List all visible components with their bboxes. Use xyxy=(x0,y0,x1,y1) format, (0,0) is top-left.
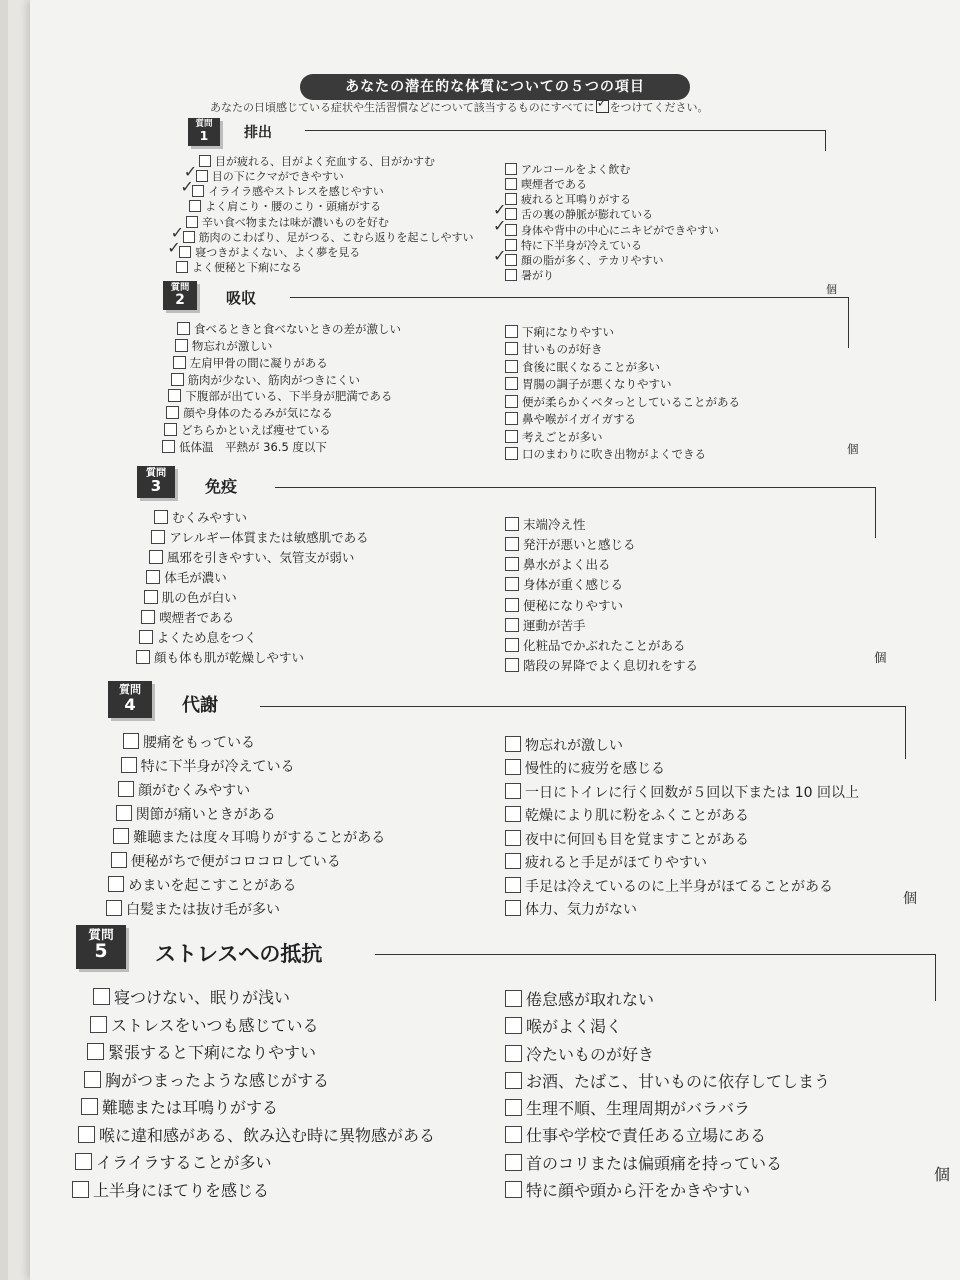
item-label: 化粧品でかぶれたことがある xyxy=(523,637,686,653)
handwritten-check-icon: ✓ xyxy=(170,222,184,242)
item-label: 口のまわりに吹き出物がよくできる xyxy=(522,447,706,461)
item-label: よく肩こり・腰のこり・頭痛がする xyxy=(205,200,382,214)
item-label: 喫煙者である xyxy=(159,610,235,625)
checkbox[interactable] xyxy=(505,447,518,460)
instruction-after: をつけてください。 xyxy=(609,101,709,114)
checklist-item[interactable] xyxy=(192,183,383,199)
item-label: 喫煙者である xyxy=(521,178,587,192)
question-badge xyxy=(137,466,175,498)
checklist-item[interactable] xyxy=(505,446,706,462)
checkbox[interactable] xyxy=(121,757,137,773)
checkbox[interactable] xyxy=(173,356,186,369)
checkbox[interactable] xyxy=(75,1153,92,1170)
checkbox[interactable] xyxy=(505,1154,522,1171)
checkbox[interactable] xyxy=(505,618,519,632)
checkbox[interactable] xyxy=(505,830,521,846)
question-badge xyxy=(163,281,197,310)
item-label: 肌の色が白い xyxy=(161,590,237,605)
item-label: 末端冷え性 xyxy=(523,517,586,532)
checklist-item[interactable] xyxy=(505,1069,830,1092)
checkbox[interactable] xyxy=(505,517,519,531)
item-label: 目の下にクマができやすい xyxy=(211,170,344,184)
checkbox[interactable] xyxy=(505,269,517,281)
item-label: むくみやすい xyxy=(172,510,248,525)
checklist-item[interactable] xyxy=(505,987,654,1010)
item-label: 風邪を引きやすい、気管支が弱い xyxy=(166,550,355,565)
checkbox[interactable] xyxy=(186,216,198,228)
item-label: ストレスをいつも感じている xyxy=(111,1015,319,1035)
count-unit: 個 xyxy=(826,283,837,296)
checkbox[interactable] xyxy=(144,590,158,604)
item-label: 腰痛をもっている xyxy=(143,735,255,751)
checkbox[interactable] xyxy=(505,1181,522,1198)
checklist-item[interactable] xyxy=(146,568,227,586)
checklist-item[interactable] xyxy=(505,429,603,445)
checklist-item[interactable] xyxy=(505,782,859,802)
checkbox[interactable] xyxy=(505,377,518,390)
checkbox[interactable] xyxy=(118,781,134,797)
checklist-item[interactable] xyxy=(90,1013,319,1036)
checkbox[interactable] xyxy=(505,430,518,443)
checklist-item[interactable] xyxy=(505,376,672,392)
handwritten-check-icon: ✓ xyxy=(167,237,181,257)
item-label: 左肩甲骨の間に凝りがある xyxy=(189,355,328,370)
checkbox[interactable] xyxy=(146,570,160,584)
checkbox[interactable] xyxy=(505,900,521,916)
item-label: 考えごとが多い xyxy=(522,429,603,444)
checkbox[interactable] xyxy=(505,736,521,752)
checkbox[interactable] xyxy=(87,1043,104,1060)
item-label: 顔も体も肌が乾燥しやすい xyxy=(154,650,305,665)
item-label: イライラすることが多い xyxy=(96,1153,272,1173)
item-label: 便秘になりやすい xyxy=(523,597,624,613)
checklist-item[interactable] xyxy=(111,851,341,871)
checkbox[interactable] xyxy=(505,537,519,551)
item-label: めまいを起こすことがある xyxy=(128,878,297,895)
count-unit: 個 xyxy=(847,442,859,456)
checklist-item[interactable] xyxy=(505,575,623,593)
checklist-item[interactable] xyxy=(505,805,749,825)
checkbox[interactable] xyxy=(199,155,211,167)
item-label: 身体が重く感じる xyxy=(523,577,624,593)
checkbox[interactable] xyxy=(505,360,518,373)
checklist-item[interactable] xyxy=(196,168,344,184)
item-label: 目が疲れる、目がよく充血する、目がかすむ xyxy=(215,155,435,168)
checkbox[interactable] xyxy=(90,1016,107,1033)
checklist-item[interactable] xyxy=(505,829,749,849)
checklist-item[interactable] xyxy=(144,588,237,606)
checkbox[interactable] xyxy=(123,733,139,749)
checkbox[interactable] xyxy=(196,170,208,182)
checkbox[interactable] xyxy=(505,806,521,822)
checkbox[interactable] xyxy=(111,852,127,868)
item-label: 身体や背中の中心にニキビができやすい xyxy=(521,223,719,237)
checkbox[interactable] xyxy=(505,557,519,571)
checkbox[interactable] xyxy=(505,239,517,251)
checkbox[interactable] xyxy=(154,510,168,524)
checklist-item[interactable] xyxy=(183,229,474,245)
checkbox[interactable] xyxy=(505,193,517,205)
checkbox[interactable] xyxy=(84,1071,101,1088)
checklist-item[interactable] xyxy=(505,222,719,238)
question-number: 3 xyxy=(150,477,162,496)
checkbox[interactable] xyxy=(505,395,518,408)
checklist-sheet xyxy=(30,0,960,1280)
item-label: 首のコリまたは偏頭痛を持っている xyxy=(526,1153,783,1173)
checklist-item[interactable] xyxy=(176,259,302,275)
item-label: アルコールをよく飲む xyxy=(521,163,631,176)
checklist-item[interactable] xyxy=(175,338,273,354)
checklist-item[interactable] xyxy=(505,596,623,614)
checklist-item[interactable] xyxy=(164,422,331,438)
checklist-item[interactable] xyxy=(149,548,355,566)
item-label: 生理不順、生理周期がバラバラ xyxy=(526,1099,751,1119)
checkbox[interactable] xyxy=(505,759,521,775)
checkbox[interactable] xyxy=(136,650,150,664)
item-label: 疲れると手足がほてりやすい xyxy=(525,855,707,872)
checklist-item[interactable] xyxy=(505,341,603,357)
item-label: お酒、たばこ、甘いものに依存してしまう xyxy=(526,1071,831,1091)
checklist-item[interactable] xyxy=(84,1068,329,1091)
checklist-item[interactable] xyxy=(505,237,642,253)
checkbox[interactable] xyxy=(175,339,188,352)
item-label: 胸がつまったような感じがする xyxy=(105,1070,330,1090)
checklist-item[interactable] xyxy=(505,899,637,919)
checkbox[interactable] xyxy=(151,530,165,544)
checkbox[interactable] xyxy=(139,630,153,644)
question-label: 質問 xyxy=(145,467,167,479)
item-label: 甘いものが好き xyxy=(522,342,603,357)
checklist-item[interactable] xyxy=(505,267,554,283)
checklist-item[interactable] xyxy=(87,1040,316,1063)
checklist-item[interactable] xyxy=(505,252,664,268)
checklist-item[interactable] xyxy=(505,1151,782,1174)
count-unit: 個 xyxy=(903,891,917,907)
checklist-item[interactable] xyxy=(173,355,328,371)
item-label: 筋肉が少ない、筋肉がつきにくい xyxy=(187,372,361,387)
section-title: 吸収 xyxy=(226,289,257,307)
checklist-item[interactable] xyxy=(505,191,631,207)
item-label: 関節が痛いときがある xyxy=(135,806,276,823)
checkbox[interactable] xyxy=(113,828,129,844)
checklist-item[interactable] xyxy=(81,1095,278,1118)
checklist-item[interactable] xyxy=(166,405,333,421)
item-label: 手足は冷えているのに上半身がほてることがある xyxy=(525,878,833,895)
checkmark-icon xyxy=(596,100,609,113)
checklist-item[interactable] xyxy=(72,1178,269,1201)
checkbox[interactable] xyxy=(171,373,184,386)
question-number: 5 xyxy=(94,940,108,962)
handwritten-check-icon: ✓ xyxy=(493,215,507,235)
checkbox[interactable] xyxy=(505,342,518,355)
item-label: 低体温 平熱が 36.5 度以下 xyxy=(179,440,327,454)
section-title: 免疫 xyxy=(205,477,238,496)
item-label: どちらかといえば痩せている xyxy=(181,423,331,438)
instruction-text xyxy=(210,99,709,115)
checkbox[interactable] xyxy=(505,1072,522,1089)
checkbox[interactable] xyxy=(505,224,517,236)
checkbox[interactable] xyxy=(162,440,175,453)
checklist-item[interactable] xyxy=(505,616,586,634)
checklist-item[interactable] xyxy=(505,1178,750,1201)
checkbox[interactable] xyxy=(505,163,517,175)
checklist-item[interactable] xyxy=(505,206,653,222)
checklist-item[interactable] xyxy=(505,394,740,410)
item-label: 発汗が悪いと感じる xyxy=(523,537,636,553)
item-label: 辛い食べ物または味が濃いものを好む xyxy=(201,215,389,229)
item-label: 疲れると耳鳴りがする xyxy=(521,193,631,207)
question-label: 質問 xyxy=(88,927,114,943)
checkbox[interactable] xyxy=(93,988,110,1005)
question-badge xyxy=(76,925,126,969)
item-label: イライラ感やストレスを感じやすい xyxy=(208,185,384,199)
checkbox[interactable] xyxy=(192,185,204,197)
item-label: 慢性的に疲労を感じる xyxy=(525,761,665,778)
item-label: 特に下半身が冷えている xyxy=(521,238,642,252)
item-label: 胃腸の調子が悪くなりやすい xyxy=(522,377,672,392)
checklist-item[interactable] xyxy=(505,735,623,755)
item-label: 緊張すると下痢になりやすい xyxy=(108,1043,317,1063)
item-label: 体力、気力がない xyxy=(525,902,637,918)
item-label: 冷たいものが好き xyxy=(526,1044,655,1064)
item-label: 下痢になりやすい xyxy=(522,325,614,339)
checklist-item[interactable] xyxy=(151,528,368,546)
question-badge xyxy=(108,681,152,718)
section-divider xyxy=(375,954,936,1001)
checkbox[interactable] xyxy=(168,389,181,402)
checkbox[interactable] xyxy=(164,423,177,436)
section-title: ストレスへの抵抗 xyxy=(155,942,323,966)
checkbox[interactable] xyxy=(78,1126,95,1143)
checkbox[interactable] xyxy=(505,208,517,220)
item-label: 下腹部が出ている、下半身が肥満である xyxy=(185,389,393,404)
checklist-item[interactable] xyxy=(78,1123,435,1146)
checkbox[interactable] xyxy=(179,246,191,258)
handwritten-check-icon: ✓ xyxy=(180,177,194,197)
checklist-item[interactable] xyxy=(505,161,630,177)
checklist-item[interactable] xyxy=(505,876,833,896)
checklist-item[interactable] xyxy=(139,628,257,646)
checklist-item[interactable] xyxy=(505,1014,622,1037)
checklist-item[interactable] xyxy=(505,411,636,427)
item-label: 喉に違和感がある、飲み込む時に異物感がある xyxy=(99,1125,436,1145)
item-label: 舌の裏の静脈が膨れている xyxy=(521,208,653,222)
checkbox[interactable] xyxy=(505,254,517,266)
item-label: 倦怠感が取れない xyxy=(526,990,655,1009)
checkbox[interactable] xyxy=(505,877,521,893)
checkbox[interactable] xyxy=(81,1098,98,1115)
checklist-item[interactable] xyxy=(199,153,435,169)
checklist-item[interactable] xyxy=(505,515,586,533)
checklist-item[interactable] xyxy=(116,804,276,824)
item-label: 寝つけない、眠りが浅い xyxy=(114,988,291,1007)
item-label: 物忘れが激しい xyxy=(191,338,273,353)
checklist-item[interactable] xyxy=(136,648,304,666)
checkbox[interactable] xyxy=(505,577,519,591)
checkbox[interactable] xyxy=(177,322,190,335)
question-number: 2 xyxy=(175,292,185,309)
item-label: 特に顔や頭から汗をかきやすい xyxy=(526,1181,751,1200)
checklist-item[interactable] xyxy=(108,875,296,895)
checkbox[interactable] xyxy=(505,412,518,425)
checklist-item[interactable] xyxy=(505,176,587,192)
question-label: 質問 xyxy=(195,119,213,130)
checklist-item[interactable] xyxy=(177,321,401,337)
item-label: 仕事や学校で責任ある立場にある xyxy=(526,1126,767,1146)
checkbox[interactable] xyxy=(116,805,132,821)
checkbox[interactable] xyxy=(108,876,124,892)
checklist-item[interactable] xyxy=(186,214,389,230)
checkbox[interactable] xyxy=(505,325,518,338)
checklist-item[interactable] xyxy=(505,758,665,778)
item-label: 特に下半身が冷えている xyxy=(140,758,295,775)
item-label: 体毛が濃い xyxy=(164,570,227,585)
checklist-item[interactable] xyxy=(505,852,707,872)
item-label: 難聴または度々耳鳴りがすることがある xyxy=(133,830,386,847)
checkbox[interactable] xyxy=(505,638,519,652)
item-label: よくため息をつく xyxy=(156,630,257,645)
question-number: 4 xyxy=(124,694,136,714)
checkbox[interactable] xyxy=(176,261,188,273)
checkbox[interactable] xyxy=(189,200,201,212)
checklist-item[interactable] xyxy=(505,555,611,573)
item-label: 顔や身体のたるみが気になる xyxy=(183,406,333,421)
checklist-item[interactable] xyxy=(179,244,360,260)
checkbox[interactable] xyxy=(141,610,155,624)
item-label: 喉がよく渇く xyxy=(526,1017,623,1037)
checkbox[interactable] xyxy=(505,1017,522,1034)
checklist-item[interactable] xyxy=(505,535,636,553)
item-label: 顔の脂が多く、テカリやすい xyxy=(521,253,664,267)
item-label: 階段の昇降でよく息切れをする xyxy=(523,658,699,673)
item-label: 夜中に何回も目を覚ますことがある xyxy=(525,831,749,848)
item-label: 鼻水がよく出る xyxy=(523,557,611,573)
item-label: 乾燥により肌に粉をふくことがある xyxy=(525,808,749,825)
item-label: 食べるときと食べないときの差が激しい xyxy=(194,322,401,336)
page-title: あなたの潜在的な体質についての５つの項目 xyxy=(300,74,690,100)
item-label: 鼻や喉がイガイガする xyxy=(522,412,636,427)
checkbox[interactable] xyxy=(505,783,521,799)
question-label: 質問 xyxy=(170,282,190,294)
count-unit: 個 xyxy=(934,1165,951,1184)
section-divider xyxy=(305,130,826,151)
checkbox[interactable] xyxy=(505,1099,522,1116)
checklist-item[interactable] xyxy=(141,608,234,626)
checklist-item[interactable] xyxy=(168,388,392,404)
checklist-item[interactable] xyxy=(505,359,660,375)
item-label: 上半身にほてりを感じる xyxy=(93,1181,270,1200)
checkbox[interactable] xyxy=(106,900,122,916)
item-label: 白髪または抜け毛が多い xyxy=(126,902,280,918)
checklist-item[interactable] xyxy=(121,756,295,776)
count-unit: 個 xyxy=(874,650,887,665)
handwritten-check-icon: ✓ xyxy=(183,162,198,182)
checkbox[interactable] xyxy=(505,1126,522,1143)
question-badge xyxy=(188,118,220,146)
item-label: 寝つきがよくない、よく夢を見る xyxy=(195,245,361,259)
checklist-item[interactable] xyxy=(505,1096,750,1119)
item-label: 便が柔らかくベタっとしていることがある xyxy=(522,394,741,409)
checklist-item[interactable] xyxy=(123,732,255,752)
checklist-item[interactable] xyxy=(505,1123,766,1146)
checklist-item[interactable] xyxy=(171,372,361,388)
checklist-item[interactable] xyxy=(189,198,381,214)
item-label: 便秘がちで便がコロコロしている xyxy=(130,854,341,871)
item-label: 顔がむくみやすい xyxy=(138,782,251,799)
checklist-item[interactable] xyxy=(118,780,250,800)
checkbox[interactable] xyxy=(505,658,519,672)
checklist-item[interactable] xyxy=(93,985,290,1008)
checkbox[interactable] xyxy=(505,598,519,612)
checkbox[interactable] xyxy=(505,853,521,869)
item-label: 食後に眠くなることが多い xyxy=(522,359,660,374)
checklist-item[interactable] xyxy=(505,656,698,674)
checklist-item[interactable] xyxy=(106,899,280,919)
item-label: アレルギー体質または敏感肌である xyxy=(169,530,369,545)
section-title: 代謝 xyxy=(182,695,218,716)
checklist-item[interactable] xyxy=(154,508,247,526)
item-label: 筋肉のこわばり、足がつる、こむら返りを起こしやすい xyxy=(198,230,474,244)
checklist-item[interactable] xyxy=(505,636,686,654)
checklist-item[interactable] xyxy=(75,1150,272,1173)
checkbox[interactable] xyxy=(166,406,179,419)
question-number: 1 xyxy=(199,128,209,144)
item-label: 難聴または耳鳴りがする xyxy=(102,1098,279,1118)
section-title: 排出 xyxy=(244,125,272,141)
checklist-item[interactable] xyxy=(113,827,385,847)
checklist-item[interactable] xyxy=(505,324,614,340)
instruction-before: あなたの日頃感じている症状や生活習慣などについて該当するものにすべてに xyxy=(210,101,595,114)
checklist-item[interactable] xyxy=(162,439,327,455)
checkbox[interactable] xyxy=(505,178,517,190)
question-label: 質問 xyxy=(118,682,142,696)
item-label: 暑がり xyxy=(521,269,554,282)
checklist-item[interactable] xyxy=(505,1042,654,1065)
checkbox[interactable] xyxy=(72,1181,89,1198)
checkbox[interactable] xyxy=(183,231,195,243)
item-label: よく便秘と下痢になる xyxy=(192,261,302,274)
item-label: 運動が苦手 xyxy=(523,617,586,633)
checkbox[interactable] xyxy=(505,1045,522,1062)
checkbox[interactable] xyxy=(149,550,163,564)
item-label: 物忘れが激しい xyxy=(525,738,623,754)
handwritten-check-icon: ✓ xyxy=(493,200,507,220)
checkbox[interactable] xyxy=(505,990,522,1007)
handwritten-check-icon: ✓ xyxy=(493,245,507,265)
item-label: 一日にトイレに行く回数が５回以下または 10 回以上 xyxy=(525,784,860,801)
